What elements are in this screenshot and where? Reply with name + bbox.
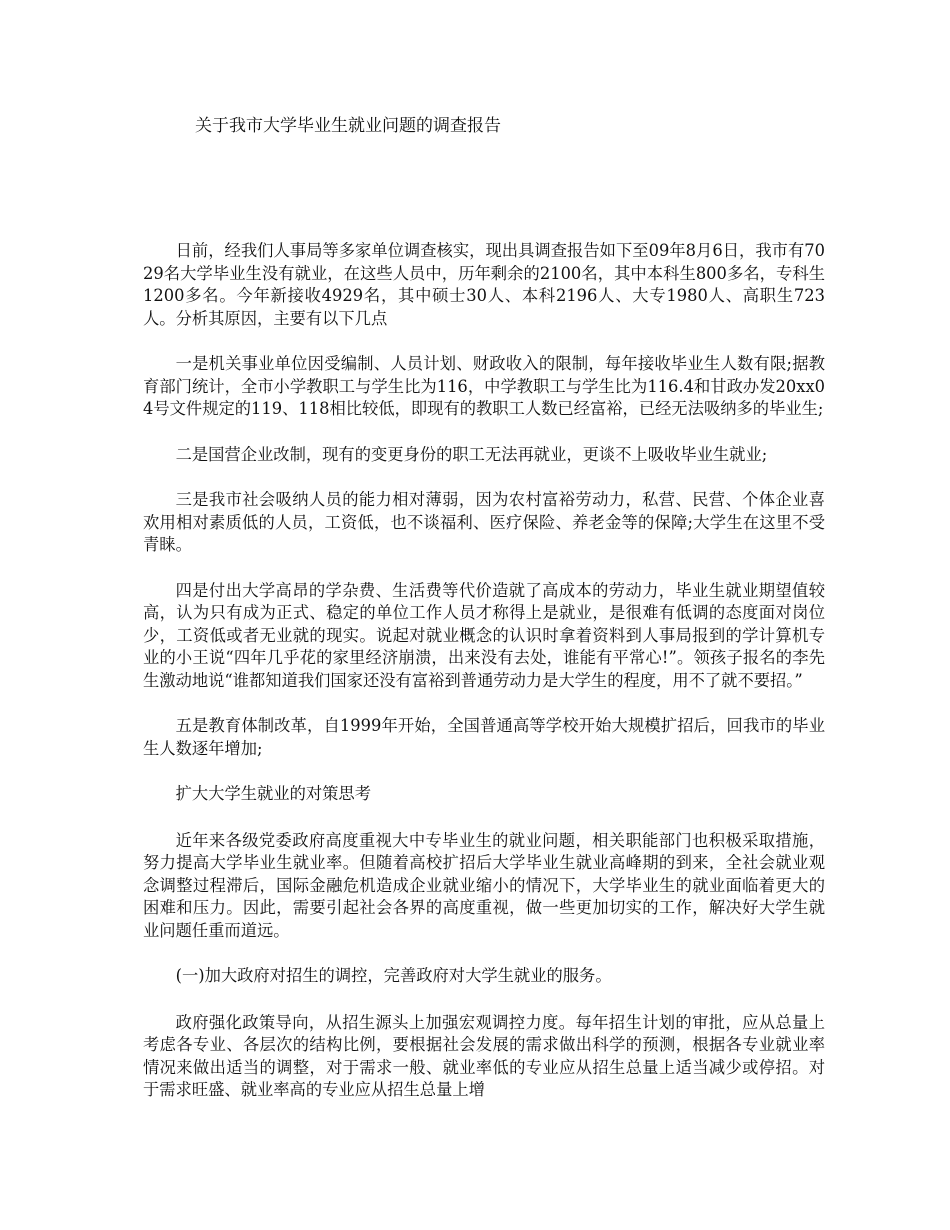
paragraph-government-policy: 政府强化政策导向，从招生源头上加强宏观调控力度。每年招生计划的审批，应从总量上考虑各专业、各层次的结构比例，要根据社会发展的需求做出科学的预测，根据各专业就业率情况来做出适当的调整，对于需求一般、就业率低的专业应从招生总量上适当减少或停招。对于需求旺盛、就业率高的专业应从招生总量上增 bbox=[143, 1012, 825, 1099]
paragraph-reason-5: 五是教育体制改革，自1999年开始，全国普通高等学校开始大规模扩招后，回我市的毕业生人数逐年增加; bbox=[143, 716, 825, 758]
paragraph-intro: 日前，经我们人事局等多家单位调查核实，现出具调查报告如下至09年8月6日，我市有7029名大学毕业生没有就业，在这些人员中，历年剩余的2100名，其中本科生800多名，专科生1200多名。今年新接收4929名，其中硕士30人、本科2196人、大专1980人、高职生723人。分析其原因，主要有以下几点 bbox=[143, 241, 825, 328]
paragraph-reason-4: 四是付出大学高昂的学杂费、生活费等代价造就了高成本的劳动力，毕业生就业期望值较高，认为只有成为正式、稳定的单位工作人员才称得上是就业，是很难有低调的态度面对岗位少，工资低或者无业就的现实。说起对就业概念的认识时拿着资料到人事局报到的学计算机专业的小王说“四年几乎花的家里经济崩溃，出来没有去处，谁能有平常心!”。领孩子报名的李先生激动地说“谁都知道我们国家还没有富裕到普通劳动力是大学生的程度，用不了就不要招。” bbox=[143, 580, 825, 690]
paragraph-reason-3: 三是我市社会吸纳人员的能力相对薄弱，因为农村富裕劳动力，私营、民营、个体企业喜欢用相对素质低的人员，工资低，也不谈福利、医疗保险、养老金等的保障;大学生在这里不受青睐。 bbox=[143, 490, 825, 554]
subsection-heading-1: (一)加大政府对招生的调控，完善政府对大学生就业的服务。 bbox=[175, 966, 612, 985]
section-heading-countermeasures: 扩大大学生就业的对策思考 bbox=[175, 784, 371, 803]
paragraph-countermeasures-intro: 近年来各级党委政府高度重视大中专毕业生的就业问题，相关职能部门也积极采取措施，努力提高大学毕业生就业率。但随着高校扩招后大学毕业生就业高峰期的到来，全社会就业观念调整过程滞后，国际金融危机造成企业就业缩小的情况下，大学毕业生的就业面临着更大的困难和压力。因此，需要引起社会各界的高度重视，做一些更加切实的工作，解决好大学生就业问题任重而道远。 bbox=[143, 830, 825, 940]
document-body bbox=[143, 240, 825, 1125]
document-title: 关于我市大学毕业生就业问题的调查报告 bbox=[195, 116, 501, 136]
paragraph-reason-1: 一是机关事业单位因受编制、人员计划、财政收入的限制，每年接收毕业生人数有限;据教育部门统计，全市小学教职工与学生比为116，中学教职工与学生比为116.4和甘政办发20xx04号文件规定的119、118相比较低，即现有的教职工人数已经富裕，已经无法吸纳多的毕业生; bbox=[143, 354, 825, 418]
paragraph-reason-2: 二是国营企业改制，现有的变更身份的职工无法再就业，更谈不上吸收毕业生就业; bbox=[175, 444, 768, 464]
